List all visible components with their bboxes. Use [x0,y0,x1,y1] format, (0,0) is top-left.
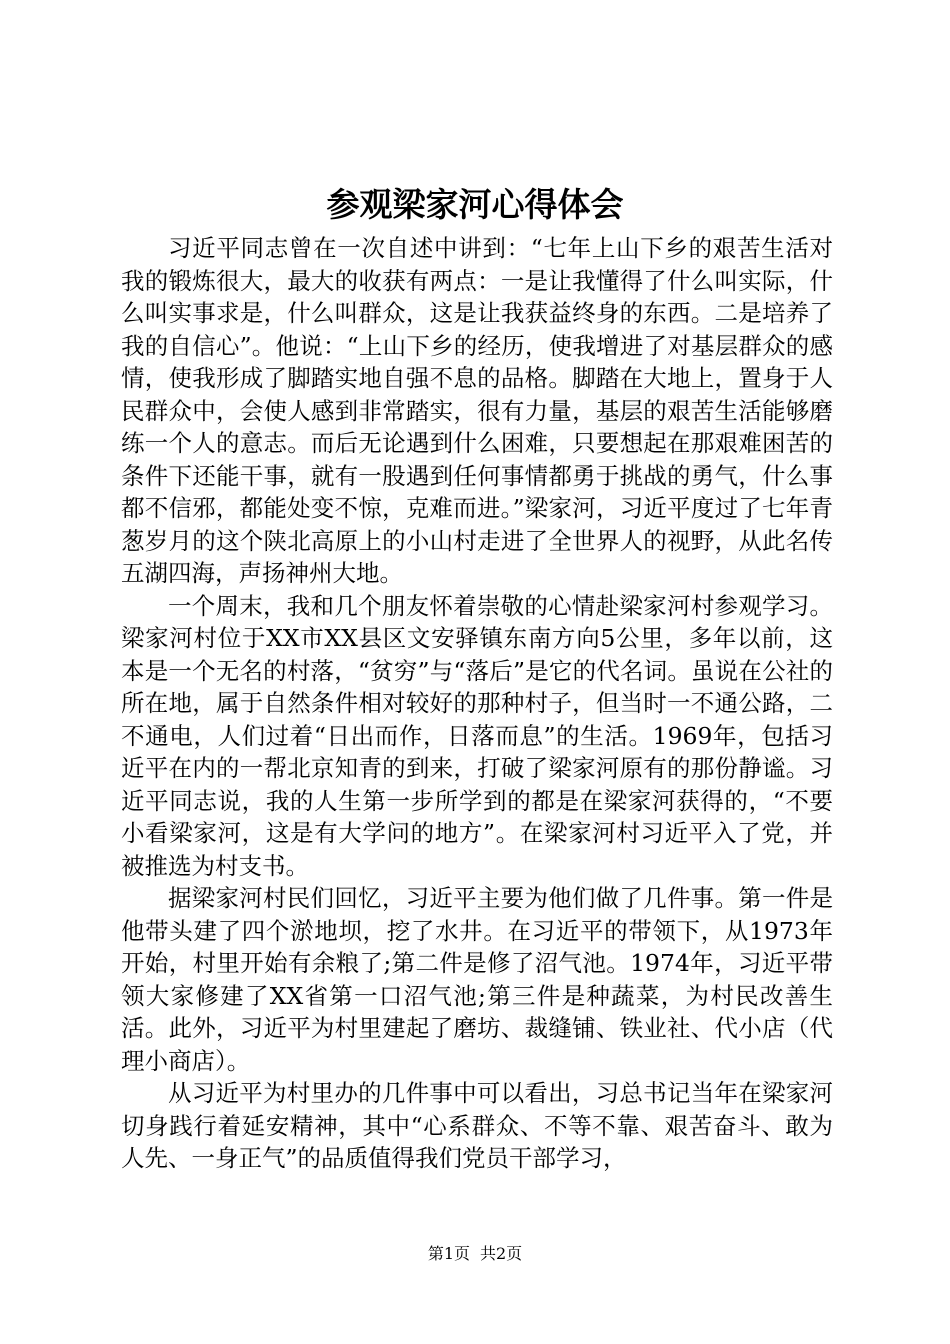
paragraph: 据梁家河村民们回忆，习近平主要为他们做了几件事。第一件是他带头建了四个淤地坝，挖了水井。在习近平的带领下，从1973年开始，村里开始有余粮了;第二件是修了沼气池。1974年，习近平带领大家修建了XX省第一口沼气池;第三件是种蔬菜，为村民改善生活。此外，习近平为村里建起了磨坊、裁缝铺、铁业社、代小店（代理小商店）。 [121,884,833,1075]
paragraph: 习近平同志曾在一次自述中讲到：“七年上山下乡的艰苦生活对我的锻炼很大，最大的收获有两点：一是让我懂得了什么叫实际，什么叫实事求是，什么叫群众，这是让我获益终身的东西。二是培养了我的自信心”。他说：“上山下乡的经历，使我增进了对基层群众的感情，使我形成了脚踏实地自强不息的品格。脚踏在大地上，置身于人民群众中，会使人感到非常踏实，很有力量，基层的艰苦生活能够磨练一个人的意志。而后无论遇到什么困难，只要想起在那艰难困苦的条件下还能干事，就有一股遇到任何事情都勇于挑战的勇气，什么事都不信邪，都能处变不惊，克难而进。”梁家河，习近平度过了七年青葱岁月的这个陕北高原上的小山村走进了全世界人的视野，从此名传五湖四海，声扬神州大地。 [121,234,833,587]
paragraph: 从习近平为村里办的几件事中可以看出，习总书记当年在梁家河切身践行着延安精神，其中“心系群众、不等不靠、艰苦奋斗、敢为人先、一身正气”的品质值得我们党员干部学习， [121,1079,833,1172]
document-body [121,232,833,1175]
page-total: 共2页 [480,1244,523,1263]
document-title: 参观梁家河心得体会 [326,185,624,224]
paragraph: 一个周末，我和几个朋友怀着崇敬的心情赴梁家河村参观学习。梁家河村位于XX市XX县区文安驿镇东南方向5公里，多年以前，这本是一个无名的村落，“贫穷”与“落后”是它的代名词。虽说在公社的所在地，属于自然条件相对较好的那种村子，但当时一不通公路，二不通电，人们过着“日出而作，日落而息”的生活。1969年，包括习近平在内的一帮北京知青的到来，打破了梁家河原有的那份静谧。习近平同志说，我的人生第一步所学到的都是在梁家河获得的，“不要小看梁家河，这是有大学问的地方”。在梁家河村习近平入了党，并被推选为村支书。 [121,591,833,880]
page-footer [0,1243,950,1265]
page-number: 第1页 [427,1244,470,1263]
